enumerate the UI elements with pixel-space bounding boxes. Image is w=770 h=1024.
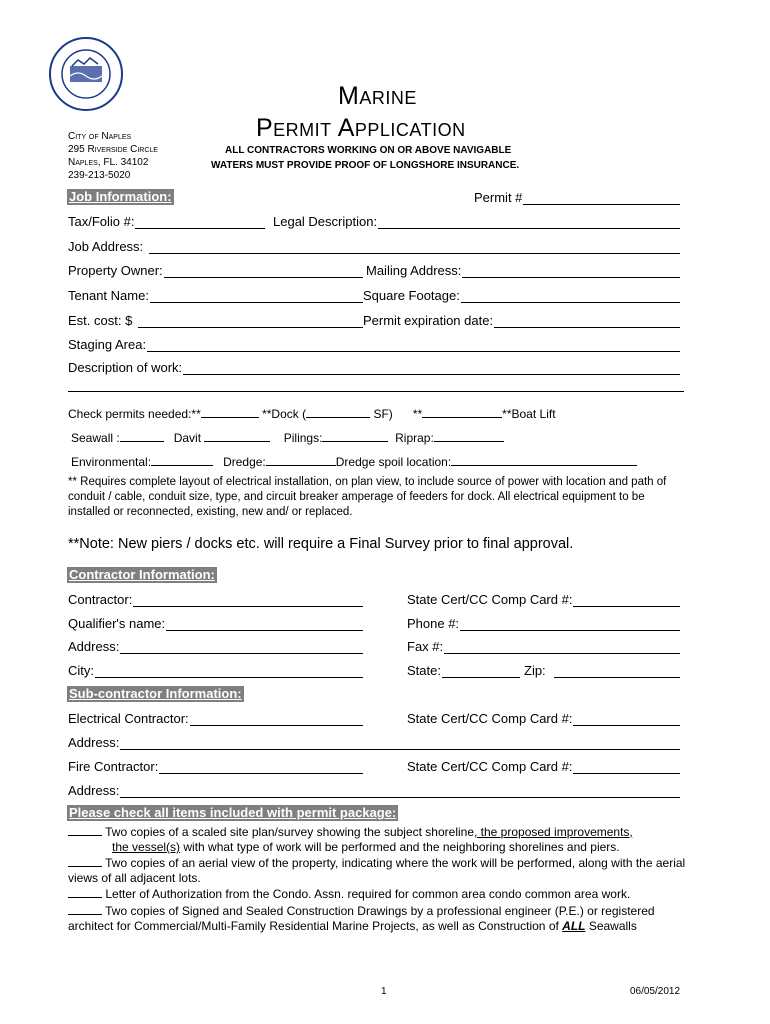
description-field[interactable] [68, 359, 680, 375]
electrical-address-label: Address: [68, 735, 120, 750]
notice-line1: ALL CONTRACTORS WORKING ON OR ABOVE NAVIGABLE [225, 145, 512, 156]
page-number: 1 [381, 986, 387, 997]
condo-letter-text: Letter of Authorization from the Condo. Assn. required for common area condo common area work. [105, 887, 631, 901]
square-footage-label: Square Footage: [363, 288, 460, 303]
permits-row-1 [68, 405, 556, 421]
subcontractor-info-header: Sub-contractor Information: [69, 686, 242, 701]
contractor-state-field[interactable] [407, 662, 520, 678]
permit-label: Permit # [474, 190, 523, 205]
davit-label: Davit [173, 431, 202, 445]
seawall-label: Seawall : [71, 431, 120, 445]
tax-folio-label: Tax/Folio #: [68, 214, 135, 229]
stars-label: ** [412, 407, 423, 421]
contractor-state-label: State: [407, 663, 441, 678]
contractor-zip-label: Zip: [524, 663, 546, 678]
permits-row-2 [71, 429, 504, 445]
qualifier-field[interactable] [68, 615, 363, 631]
riprap-blank[interactable] [434, 429, 504, 442]
dredge-spoil-label: Dredge spoil location: [335, 455, 452, 469]
electrical-contractor-label: Electrical Contractor: [68, 711, 189, 726]
checkbox-aerial[interactable] [68, 854, 102, 867]
job-info-header: Job Information: [69, 189, 172, 204]
permit-number-field[interactable] [474, 189, 680, 205]
job-address-label: Job Address: [68, 239, 144, 254]
property-owner-field[interactable] [68, 262, 363, 278]
dredge-spoil-blank[interactable] [451, 453, 637, 466]
permit-expiration-label: Permit expiration date: [363, 313, 494, 328]
contractor-info-header: Contractor Information: [69, 567, 215, 582]
tenant-name-field[interactable] [68, 287, 363, 303]
fire-contractor-field[interactable] [68, 758, 363, 774]
contractor-city-label: City: [68, 663, 94, 678]
contractor-fax-label: Fax #: [407, 639, 444, 654]
drawings-all: ALL [562, 919, 586, 933]
checkbox-condo-letter[interactable] [68, 885, 102, 898]
city-citystate: Naples, FL. 34102 [68, 157, 149, 168]
seawall-blank[interactable] [120, 429, 164, 442]
drawings-seawalls: Seawalls [585, 919, 637, 933]
revision-date: 06/05/2012 [630, 986, 681, 997]
electrical-address-field[interactable] [68, 734, 680, 750]
electrical-contractor-field[interactable] [68, 710, 363, 726]
check-permits-label: Check permits needed:** [68, 407, 201, 421]
dredge-blank[interactable] [266, 453, 336, 466]
checklist-item-condo-letter [68, 885, 708, 902]
fire-address-field[interactable] [68, 782, 680, 798]
legal-description-field[interactable] [273, 213, 680, 229]
checkbox-site-plan[interactable] [68, 823, 102, 836]
job-address-field[interactable] [68, 238, 680, 254]
boatlift-label: **Boat Lift [502, 407, 556, 421]
site-plan-text: Two copies of a scaled site plan/survey showing the subject shoreline [105, 825, 474, 839]
contractor-address-field[interactable] [68, 638, 363, 654]
est-cost-field[interactable] [68, 312, 363, 328]
checklist-item-drawings [68, 902, 668, 934]
checklist-item-site-plan [68, 823, 698, 855]
environmental-blank[interactable] [151, 453, 213, 466]
checklist-header: Please check all items included with permit package: [69, 805, 397, 820]
pilings-label: Pilings: [283, 431, 323, 445]
staging-area-field[interactable] [68, 336, 680, 352]
qualifier-label: Qualifier's name: [68, 616, 166, 631]
contractor-phone-label: Phone #: [407, 616, 460, 631]
contractor-fax-field[interactable] [407, 638, 680, 654]
fire-contractor-label: Fire Contractor: [68, 759, 159, 774]
contractor-label: Contractor: [68, 592, 133, 607]
fire-state-cert-field[interactable] [407, 758, 680, 774]
sf-label: SF) [373, 407, 393, 421]
city-seal [48, 36, 124, 112]
contractor-phone-field[interactable] [407, 615, 680, 631]
contractor-state-cert-label: State Cert/CC Comp Card #: [407, 592, 573, 607]
contractor-city-field[interactable] [68, 662, 363, 678]
electrical-state-cert-label: State Cert/CC Comp Card #: [407, 711, 573, 726]
city-name: City of Naples [68, 131, 132, 142]
boatlift-blank[interactable] [422, 405, 502, 418]
environmental-label: Environmental: [71, 455, 152, 469]
riprap-label: Riprap: [395, 431, 434, 445]
davit-blank[interactable] [204, 429, 270, 442]
legal-description-label: Legal Description: [273, 214, 378, 229]
permit-expiration-field[interactable] [363, 312, 680, 328]
city-street: 295 Riverside Circle [68, 144, 158, 155]
contractor-zip-field[interactable] [524, 662, 680, 678]
pilings-blank[interactable] [322, 429, 388, 442]
aerial-text: Two copies of an aerial view of the property, indicating where the work will be performed, along with the aerial views of all adjacent lots. [68, 856, 686, 885]
dock-sf-blank[interactable] [306, 405, 370, 418]
staging-area-label: Staging Area: [68, 337, 147, 352]
checklist-item-aerial [68, 854, 708, 886]
contractor-state-cert-field[interactable] [407, 591, 680, 607]
tax-folio-field[interactable] [68, 213, 265, 229]
contractor-field[interactable] [68, 591, 363, 607]
fire-state-cert-label: State Cert/CC Comp Card #: [407, 759, 573, 774]
title-line2: Permit Application [256, 114, 466, 142]
permits-row-3 [71, 453, 637, 469]
est-cost-label: Est. cost: $ [68, 313, 133, 328]
description-extra-line[interactable] [68, 391, 684, 392]
contractor-address-label: Address: [68, 639, 120, 654]
mailing-address-field[interactable] [366, 262, 680, 278]
electrical-state-cert-field[interactable] [407, 710, 680, 726]
fire-address-label: Address: [68, 783, 120, 798]
notice-line2: WATERS MUST PROVIDE PROOF OF LONGSHORE INSURANCE. [211, 160, 520, 171]
property-owner-label: Property Owner: [68, 263, 163, 278]
mailing-address-label: Mailing Address: [366, 263, 462, 278]
square-footage-field[interactable] [363, 287, 680, 303]
tenant-name-label: Tenant Name: [68, 288, 149, 303]
dock-label: **Dock ( [262, 407, 307, 421]
site-plan-vessels: the vessel(s) [112, 840, 181, 854]
electrical-note: ** Requires complete layout of electrical installation, on plan view, to include source of power with location and path of conduit / cable, conduit size, type, and circuit breaker amperage of feeders for dock. All electrical equipment to be installed or reconnected, existing, new and/ or replaced. [68, 476, 667, 518]
description-label: Description of work: [68, 360, 183, 375]
dredge-label: Dredge: [223, 455, 266, 469]
checkbox-drawings[interactable] [68, 902, 102, 915]
drawings-text: Two copies of Signed and Sealed Construction Drawings by a professional engineer (P.E.) or registered architect for Commercial/Multi-Family Residential Marine Projects, as well as Construction of [68, 904, 655, 933]
electrical-blank[interactable] [201, 405, 259, 418]
site-plan-rest: with what type of work will be performed and the neighboring shorelines and piers. [180, 840, 620, 854]
site-plan-improvements: , the proposed improvements, [474, 825, 633, 839]
survey-note: **Note: New piers / docks etc. will require a Final Survey prior to final approval. [68, 536, 574, 552]
title-line1: Marine [338, 82, 417, 110]
city-phone: 239-213-5020 [68, 170, 131, 181]
